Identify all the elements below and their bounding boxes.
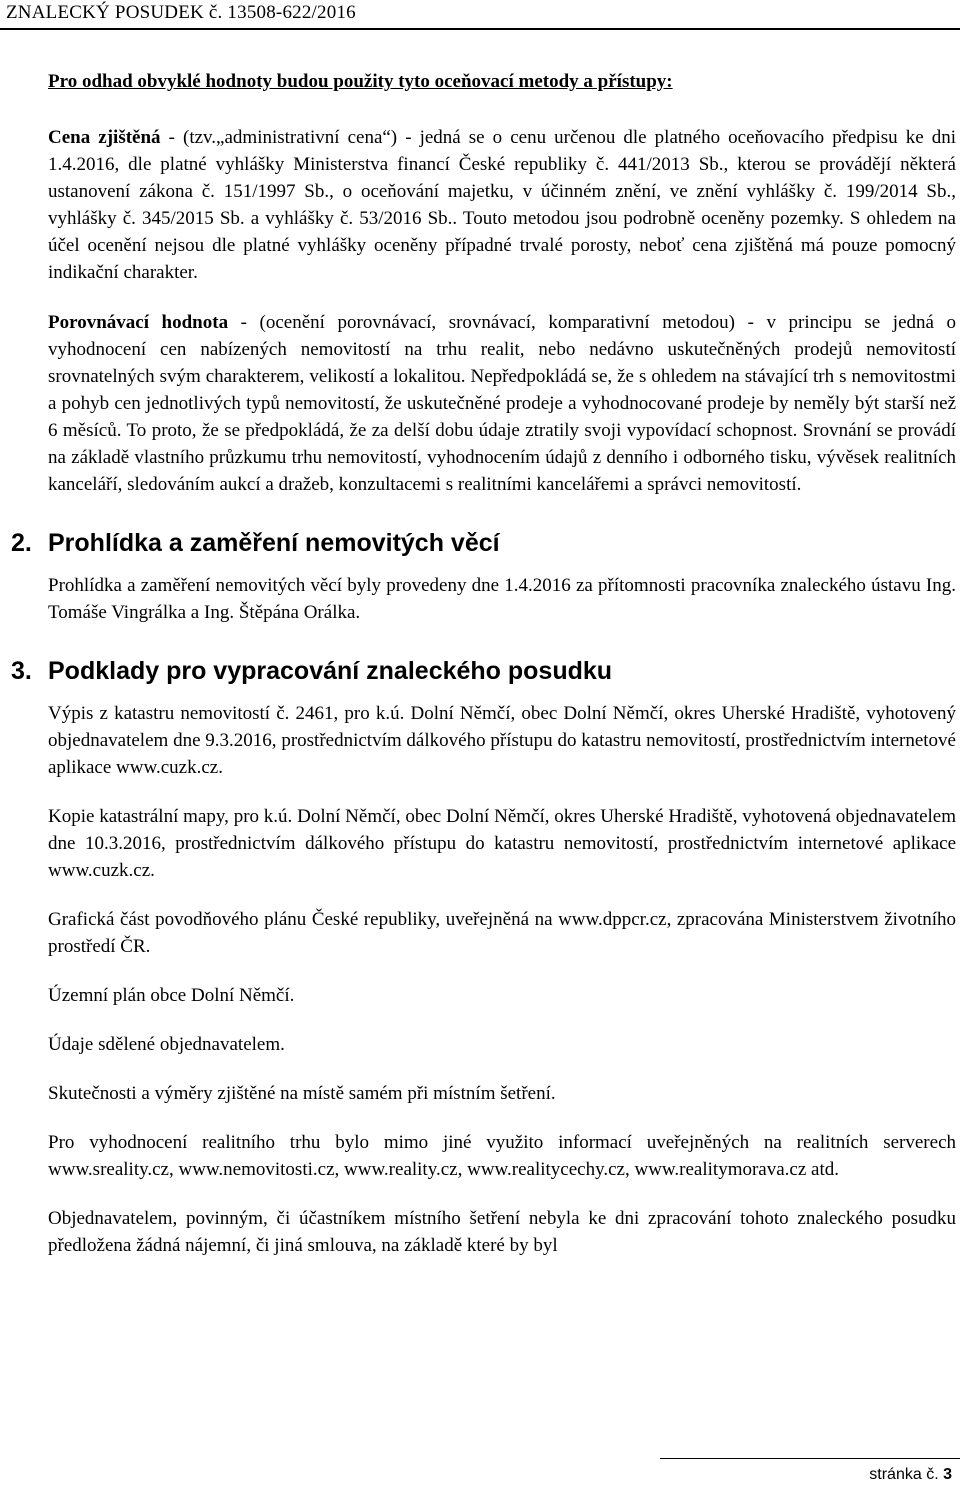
porovnavaci-paragraph xyxy=(48,309,956,498)
cena-zjistena-paragraph xyxy=(48,124,956,286)
source-item: Kopie katastrální mapy, pro k.ú. Dolní Němčí, obec Dolní Němčí, okres Uherské Hradiště, vyhotovená objednavatelem dne 10.3.2016, prostřednictvím dálkového přístupu do katastru nemovitostí, prostřednictvím internetové aplikace www.cuzk.cz. xyxy=(48,806,956,881)
page-header xyxy=(0,0,960,30)
source-item: Výpis z katastru nemovitostí č. 2461, pro k.ú. Dolní Němčí, obec Dolní Němčí, okres Uherské Hradiště, vyhotovený objednavatelem dne 9.3.2016, prostřednictvím dálkového přístupu do katastru nemovitostí, prostřednictvím internetové aplikace www.cuzk.cz. xyxy=(48,703,956,778)
source-item: Pro vyhodnocení realitního trhu bylo mimo jiné využito informací uveřejněných na realitních serverech www.sreality.cz, www.nemovitosti.cz, www.reality.cz, www.realitycechy.cz, www.realitymorava.cz atd. xyxy=(48,1132,956,1180)
section-2-title: Prohlídka a zaměření nemovitých věcí xyxy=(48,529,500,557)
footer-divider xyxy=(660,1458,960,1459)
section-3-number: 3. xyxy=(11,657,32,685)
source-item: Objednavatelem, povinným, či účastníkem místního šetření nebyla ke dni zpracování tohoto znaleckého posudku předložena žádná nájemní, či jiná smlouva, na základě které by byl xyxy=(48,1208,956,1256)
source-item: Skutečnosti a výměry zjištěné na místě samém při místním šetření. xyxy=(48,1083,556,1104)
cena-zjistena-text: - (tzv.„administrativní cena“) - jedná se o cenu určenou dle platného oceňovacího předpisu ke dni 1.4.2016, dle platné vyhlášky Ministerstva financí České republiky č. 441/2013 Sb., kterou se provádějí některá ustanovení zákona č. 151/1997 Sb., o oceňování majetku, v účinném znění, ve znění vyhlášky č. 199/2014 Sb., vyhlášky č. 345/2015 Sb. a vyhlášky č. 53/2016 Sb.. Touto metodou jsou podrobně oceněny pozemky. S ohledem na účel ocenění nejsou dle platné vyhlášky oceněny případné trvalé porosty, neboť cena zjištěná má pouze pomocný indikační charakter. xyxy=(48,127,956,283)
document-body xyxy=(11,68,956,1281)
page-number xyxy=(869,1466,952,1484)
page-number-value: 3 xyxy=(943,1466,952,1483)
porovnavaci-text: - (ocenění porovnávací, srovnávací, komparativní metodou) - v principu se jedná o vyhodnocení cen nabízených nemovitostí na trhu realit, nebo nedávno uskutečněných prodejů nemovitostí srovnatelných svým charakterem, velikostí a lokalitou. Nepředpokládá se, že s ohledem na stávající trh s nemovitostmi a pohyb cen jednotlivých typů nemovitostí, že uskutečněné prodeje a vyhodnocované prodeje by neměly být starší než 6 měsíců. To proto, že se předpokládá, že za delší dobu údaje ztratily svoji vypovídací schopnost. Srovnání se provádí na základě vlastního průzkumu trhu nemovitostí, vyhodnocením údajů z denního i odborného tisku, vývěsek realitních kanceláří, sledováním aukcí a dražeb, konzultacemi s realitními kancelářemi a správci nemovitostí. xyxy=(48,312,956,495)
methods-heading: Pro odhad obvyklé hodnoty budou použity tyto oceňovací metody a přístupy: xyxy=(48,71,673,92)
cena-zjistena-label: Cena zjištěná xyxy=(48,127,161,148)
source-item: Údaje sdělené objednavatelem. xyxy=(48,1034,285,1055)
porovnavaci-label: Porovnávací hodnota xyxy=(48,312,229,333)
section-2-number: 2. xyxy=(11,529,32,557)
source-item: Územní plán obce Dolní Němčí. xyxy=(48,985,295,1006)
section-3-title: Podklady pro vypracování znaleckého posudku xyxy=(48,657,613,685)
section-2-heading xyxy=(11,528,956,558)
document-title: ZNALECKÝ POSUDEK č. 13508-622/2016 xyxy=(6,2,356,23)
section-3-heading xyxy=(11,656,956,686)
source-item: Grafická část povodňového plánu České republiky, uveřejněná na www.dppcr.cz, zpracována Ministerstvem životního prostředí ČR. xyxy=(48,909,956,957)
section-2-text: Prohlídka a zaměření nemovitých věcí byly provedeny dne 1.4.2016 za přítomnosti pracovníka znaleckého ústavu Ing. Tomáše Vingrálka a Ing. Štěpána Orálka. xyxy=(48,575,956,623)
page-label: stránka č. xyxy=(869,1466,939,1483)
